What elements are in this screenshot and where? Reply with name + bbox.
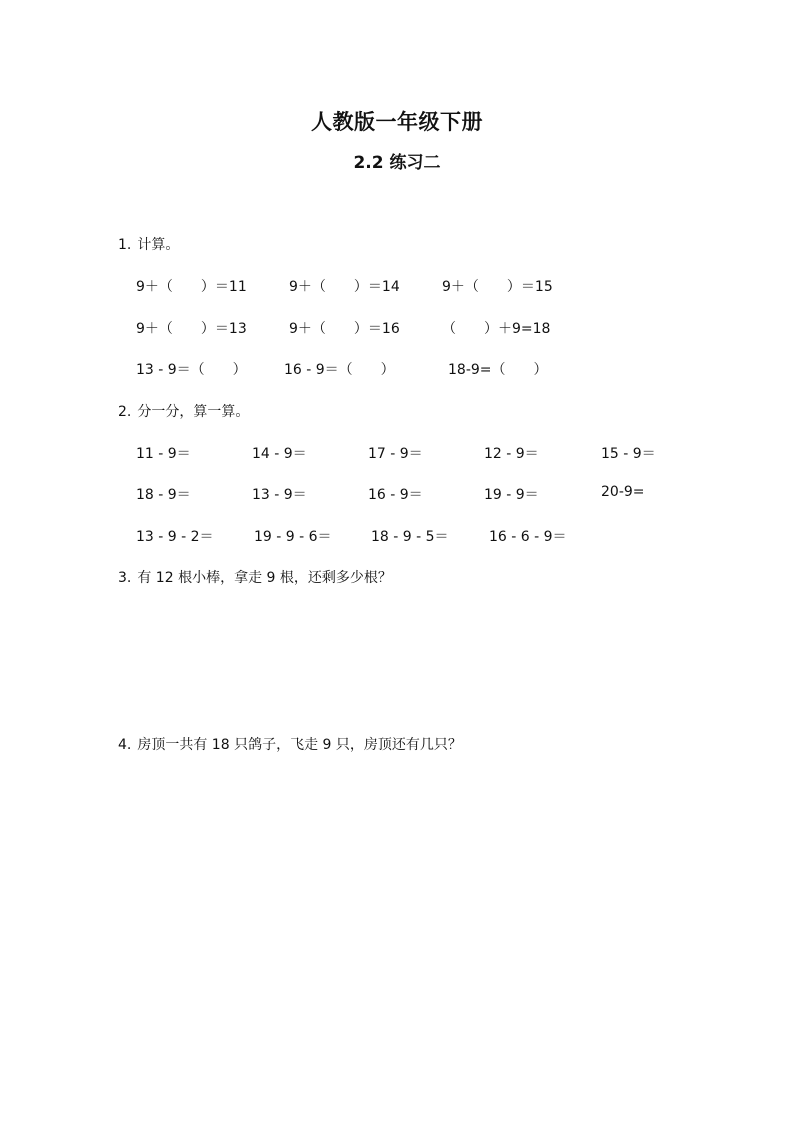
question-1-heading: [118, 234, 179, 254]
question-4-heading: [118, 734, 462, 754]
question-number: 3.: [118, 570, 132, 586]
page-title: 人教版一年级下册: [311, 110, 483, 134]
q1-row-3: [0, 359, 794, 379]
question-number: 1.: [118, 237, 132, 253]
q2-row-1: [0, 443, 794, 463]
question-text: 计算。: [137, 237, 180, 253]
q1-row-2: [0, 318, 794, 338]
question-text: 有 12 根小棒，拿走 9 根，还剩多少根？: [137, 570, 392, 586]
equation: 9＋（ ）＝15: [442, 279, 553, 295]
equation: 9＋（ ）＝13: [136, 321, 247, 337]
question-text: 房顶一共有 18 只鸽子，飞走 9 只，房顶还有几只？: [137, 737, 462, 753]
equation: 13 - 9＝: [252, 487, 307, 503]
equation: 9＋（ ）＝14: [289, 279, 400, 295]
question-3-heading: [118, 567, 392, 587]
equation: 18 - 9＝: [136, 487, 191, 503]
q2-row-3: [0, 526, 794, 546]
equation: 20-9=: [601, 484, 645, 500]
equation: 11 - 9＝: [136, 446, 191, 462]
equation: （ ）＋9=18: [442, 321, 551, 337]
q1-row-1: [0, 276, 794, 296]
question-number: 4.: [118, 737, 132, 753]
equation: 15 - 9＝: [601, 446, 656, 462]
equation: 13 - 9 - 2＝: [136, 529, 214, 545]
question-text: 分一分，算一算。: [137, 404, 250, 420]
equation: 13 - 9＝（ ）: [136, 362, 247, 378]
equation: 9＋（ ）＝11: [136, 279, 247, 295]
equation: 14 - 9＝: [252, 446, 307, 462]
equation: 18-9=（ ）: [448, 362, 548, 378]
equation: 19 - 9 - 6＝: [254, 529, 332, 545]
page-subtitle: 2.2 练习二: [353, 153, 441, 173]
equation: 18 - 9 - 5＝: [371, 529, 449, 545]
question-2-heading: [118, 401, 249, 421]
equation: 9＋（ ）＝16: [289, 321, 400, 337]
question-number: 2.: [118, 404, 132, 420]
equation: 16 - 9＝（ ）: [284, 362, 395, 378]
equation: 16 - 9＝: [368, 487, 423, 503]
equation: 19 - 9＝: [484, 487, 539, 503]
equation: 17 - 9＝: [368, 446, 423, 462]
equation: 12 - 9＝: [484, 446, 539, 462]
q2-row-2: [0, 484, 794, 504]
equation: 16 - 6 - 9＝: [489, 529, 567, 545]
